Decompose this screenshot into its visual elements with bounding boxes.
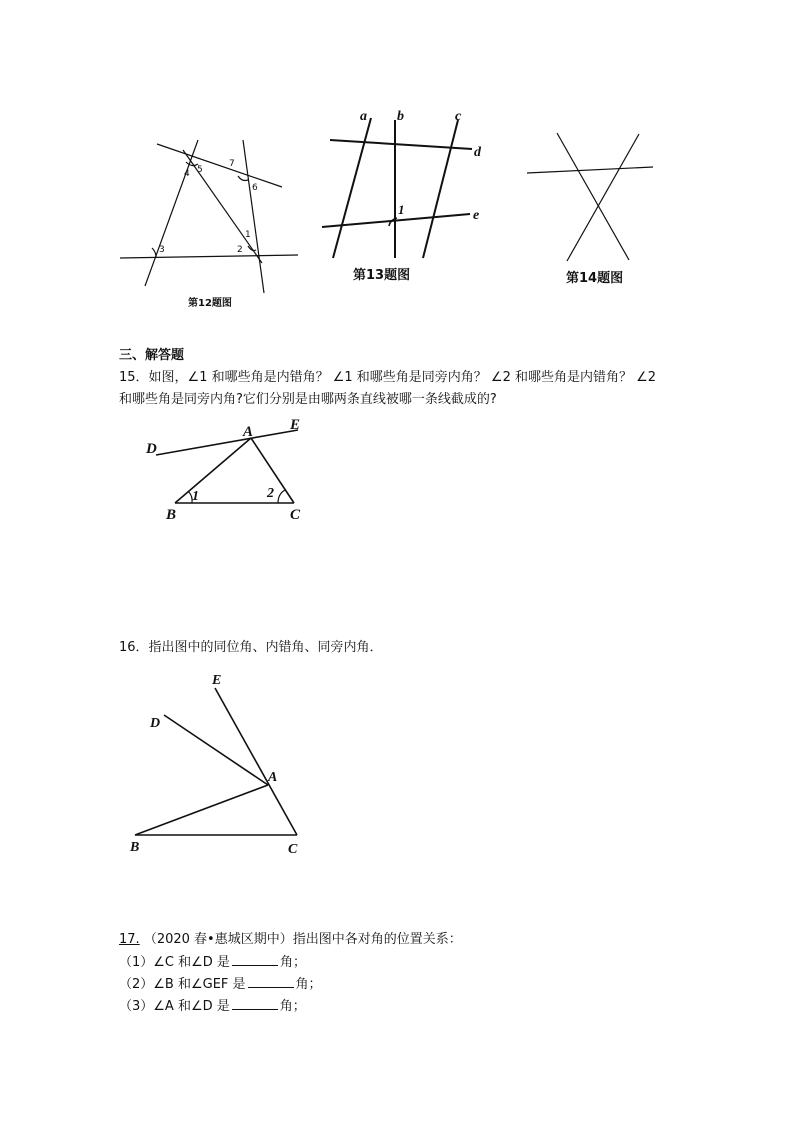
- fig12-angle-label: 5: [197, 165, 203, 175]
- fig15-line-DE: [156, 430, 298, 455]
- q16-text: 16．指出图中的同位角、内错角、同旁内角．: [119, 640, 383, 655]
- fig16-point-label: B: [130, 840, 140, 855]
- fig12-line-left: [145, 140, 198, 286]
- fig13-label: a: [360, 109, 367, 124]
- fig13-caption: 第13题图: [353, 268, 411, 283]
- fig13-line-c: [423, 120, 458, 258]
- q17-source: （2020 春•惠城区期中）指出图中各对角的位置关系：: [143, 932, 462, 947]
- fig12-line-right: [243, 140, 264, 293]
- fig13-label: b: [397, 109, 404, 124]
- fig13-label: c: [455, 109, 462, 124]
- fig12-angle-label: 3: [159, 245, 165, 255]
- fig16-line-DA: [164, 715, 268, 785]
- fig12-arc: [152, 248, 156, 257]
- q17-item-3: [119, 995, 306, 1018]
- fig15-point-label: B: [166, 507, 177, 523]
- q17-item-suffix: 角；: [279, 955, 306, 970]
- fig15-point-label: C: [290, 507, 301, 523]
- q17-number: 17.: [119, 932, 140, 947]
- fig12-angle-label: 6: [252, 183, 258, 193]
- q17-item-suffix: 角；: [279, 999, 306, 1014]
- fig16-point-label: E: [212, 673, 222, 688]
- fig14-line-diag-1: [557, 133, 629, 260]
- fig15-angle-label: 1: [192, 489, 199, 504]
- q15-line-1: 15．如图，∠1 和哪些角是内错角？ ∠1 和哪些角是同旁内角？ ∠2 和哪些角是内错角？ ∠2: [119, 370, 657, 385]
- q17-item-2: [119, 973, 322, 996]
- fig13-label: d: [474, 145, 481, 160]
- fig15-arc-2: [278, 490, 285, 503]
- figure-16: [135, 688, 297, 835]
- fig12-caption: 第12题图: [188, 298, 232, 309]
- fig12-line-bottom: [120, 255, 298, 258]
- figure-15: [156, 430, 298, 503]
- fig14-line-diag-2: [567, 134, 639, 261]
- q17-item-prefix: （2）∠B 和∠GEF 是: [119, 977, 246, 992]
- fig13-label: e: [473, 208, 480, 223]
- fig13-angle-label: 1: [398, 202, 405, 217]
- figure-13: [322, 118, 472, 258]
- fig16-point-label: C: [288, 842, 298, 857]
- fig16-point-label: A: [268, 770, 278, 785]
- q15-line-2: 和哪些角是同旁内角?它们分别是由哪两条直线被哪一条线截成的?: [119, 392, 497, 407]
- fig15-point-label: D: [146, 441, 157, 457]
- fig12-angle-label: 2: [237, 245, 243, 255]
- figure-14: [527, 133, 653, 261]
- fig15-line-AB: [175, 438, 251, 503]
- q17-item-1: [119, 951, 306, 974]
- answer-blank[interactable]: [248, 973, 294, 988]
- fig13-line-a: [333, 118, 371, 258]
- fig12-angle-label: 4: [184, 169, 190, 179]
- fig16-line-EC: [215, 688, 297, 835]
- q17-item-prefix: （3）∠A 和∠D 是: [119, 999, 230, 1014]
- q17-item-prefix: （1）∠C 和∠D 是: [119, 955, 230, 970]
- fig12-arc: [238, 176, 248, 181]
- q17-header: [119, 929, 462, 951]
- fig16-line-AB: [135, 785, 268, 835]
- answer-blank[interactable]: [232, 995, 278, 1010]
- fig16-point-label: D: [150, 716, 161, 731]
- figure-12: [120, 140, 298, 293]
- fig15-point-label: A: [243, 424, 254, 440]
- fig15-angle-label: 2: [267, 486, 274, 501]
- section-title: 三、解答题: [119, 348, 185, 363]
- q17-item-suffix: 角；: [295, 977, 322, 992]
- fig13-line-d: [330, 140, 472, 149]
- fig12-angle-label: 7: [229, 159, 235, 169]
- fig14-line-horizontal: [527, 167, 653, 173]
- fig14-caption: 第14题图: [566, 271, 624, 286]
- answer-blank[interactable]: [232, 951, 278, 966]
- fig12-line-top: [157, 144, 282, 187]
- fig12-angle-label: 1: [245, 230, 251, 240]
- fig15-point-label: E: [290, 417, 301, 433]
